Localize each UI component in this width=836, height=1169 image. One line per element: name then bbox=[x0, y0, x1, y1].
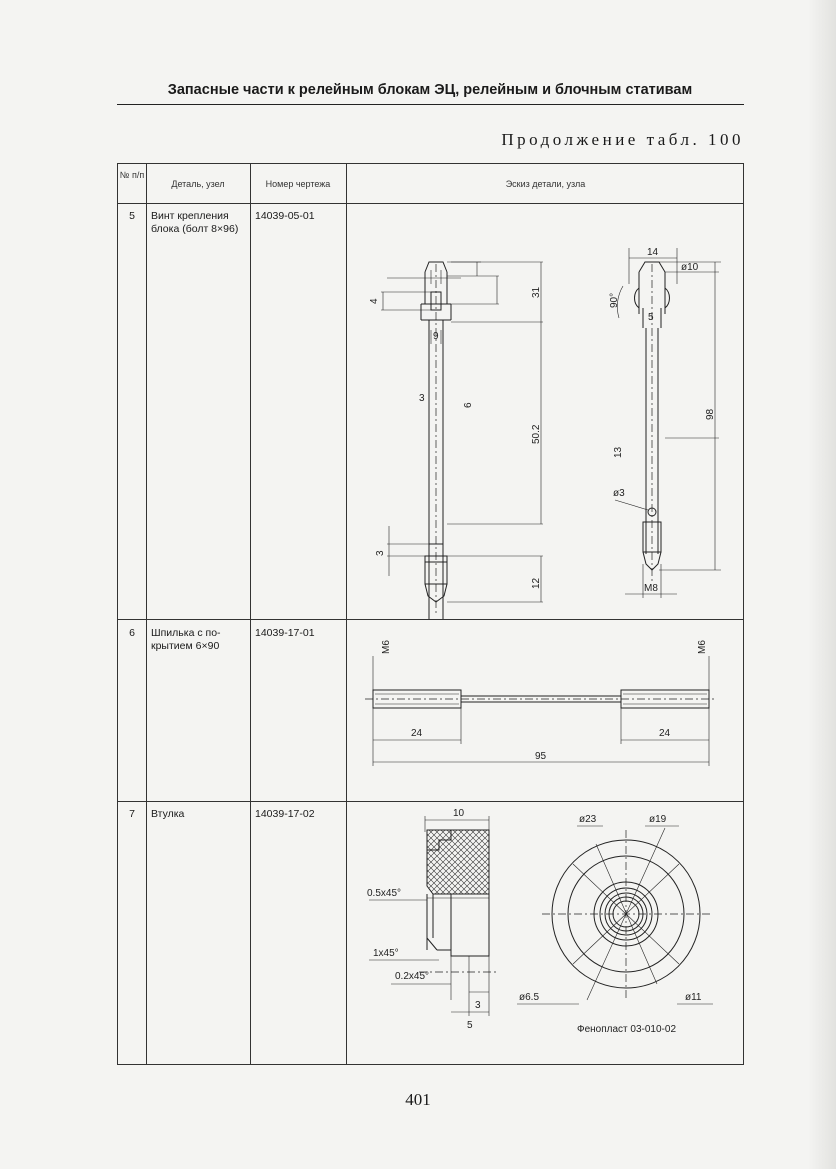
scan-edge-shadow bbox=[808, 0, 836, 1169]
column-header-number: № п/п bbox=[119, 170, 145, 180]
material-label: Фенопласт 03-010-02 bbox=[577, 1024, 677, 1035]
dim-label: 12 bbox=[531, 577, 542, 589]
dim-label: 98 bbox=[705, 408, 716, 420]
dim-label: 90° bbox=[609, 292, 620, 308]
dim-label: 14 bbox=[647, 247, 659, 258]
dim-label: ø6.5 bbox=[519, 992, 540, 1003]
dim-label: 6 bbox=[463, 402, 474, 408]
header-rule bbox=[117, 104, 744, 105]
bolt-drawing bbox=[347, 204, 744, 619]
part-name: Шпилька с по-крытием 6×90 bbox=[151, 627, 221, 652]
dim-label: 95 bbox=[535, 751, 547, 762]
column-divider bbox=[250, 164, 251, 1064]
part-name: Втулка bbox=[151, 808, 185, 820]
dim-label: M6 bbox=[697, 640, 708, 654]
stud-drawing bbox=[347, 620, 744, 801]
part-name: Винт крепления блока (болт 8×96) bbox=[151, 210, 239, 235]
dim-label: 1x45° bbox=[373, 948, 399, 959]
drawing-number: 14039-05-01 bbox=[255, 210, 315, 222]
dim-label: 0.2x45° bbox=[395, 971, 430, 982]
dim-label: 3 bbox=[375, 550, 386, 556]
page-header-title: Запасные части к релейным блокам ЭЦ, релейным и блочным стативам bbox=[167, 82, 693, 98]
column-header-part: Деталь, узел bbox=[171, 179, 225, 189]
bushing-drawing bbox=[347, 802, 744, 1064]
dim-label: ø10 bbox=[681, 262, 699, 273]
dim-label: ø23 bbox=[579, 814, 597, 825]
column-header-sketch: Эскиз детали, узла bbox=[505, 179, 586, 189]
drawing-number: 14039-17-01 bbox=[255, 627, 315, 639]
dim-label: 24 bbox=[659, 728, 671, 739]
dim-label: 5 bbox=[648, 312, 654, 323]
dim-label: ø19 bbox=[649, 814, 667, 825]
dim-label: M6 bbox=[381, 640, 392, 654]
dim-label: 5 bbox=[467, 1020, 473, 1031]
row-number: 5 bbox=[129, 210, 135, 222]
row-number: 7 bbox=[129, 808, 135, 820]
dim-label: 24 bbox=[411, 728, 423, 739]
table-continuation-label: Продолжение табл. 100 bbox=[501, 130, 744, 149]
dim-label: 10 bbox=[453, 808, 465, 819]
dim-label: ø11 bbox=[685, 992, 702, 1003]
spare-parts-table bbox=[117, 163, 744, 1065]
row-number: 6 bbox=[129, 627, 135, 639]
dim-label: 9 bbox=[433, 331, 439, 342]
dim-label: ø3 bbox=[613, 488, 625, 499]
drawing-number: 14039-17-02 bbox=[255, 808, 315, 820]
column-header-drawing: Номер чертежа bbox=[265, 179, 331, 189]
dim-label: 4 bbox=[369, 298, 380, 304]
dim-label: 31 bbox=[531, 286, 542, 298]
dim-label: 3 bbox=[475, 1000, 481, 1011]
dim-label: 50.2 bbox=[531, 424, 542, 444]
dim-label: M8 bbox=[644, 583, 658, 594]
dim-label: 3 bbox=[419, 393, 425, 404]
page-number: 401 bbox=[405, 1090, 431, 1109]
dim-label: 13 bbox=[613, 446, 624, 458]
column-divider bbox=[146, 164, 147, 1064]
dim-label: 0.5x45° bbox=[367, 888, 402, 899]
